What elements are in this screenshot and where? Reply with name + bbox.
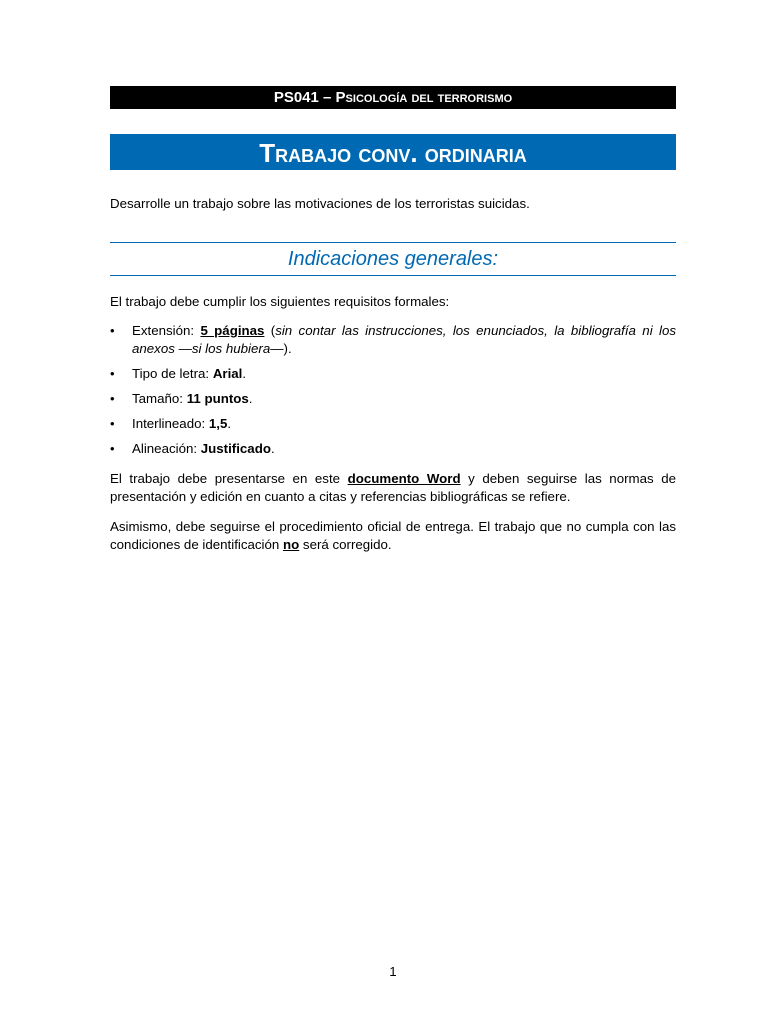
requirement-suffix: . [270, 440, 275, 456]
document-word-link: documento Word [347, 471, 461, 486]
requirement-value: Justificado [200, 440, 271, 456]
bullet-icon: • [110, 323, 115, 338]
requirement-label: Extensión: [132, 323, 201, 338]
list-item-alignment [110, 440, 676, 458]
requirements-list [110, 322, 676, 465]
requirement-label: Alineación: [132, 440, 201, 456]
bullet-icon: • [110, 440, 115, 456]
list-item-extension [110, 322, 676, 357]
paragraph-text: El trabajo debe presentarse en este [110, 471, 348, 486]
section-heading: Indicaciones generales: [110, 242, 676, 276]
course-title-bar: PS041 – Psicología del terrorismo [110, 86, 676, 109]
requirement-suffix: . [227, 415, 232, 431]
procedure-paragraph [110, 518, 676, 553]
requirement-value: Arial [212, 365, 243, 381]
bullet-icon: • [110, 390, 115, 406]
paragraph-text: Asimismo, debe seguirse el procedimiento oficial de entrega. El trabajo que no cumpla con las condiciones de identificación [110, 519, 676, 552]
list-item-spacing [110, 415, 676, 433]
bullet-icon: • [110, 365, 115, 381]
requirements-intro: El trabajo debe cumplir los siguientes requisitos formales: [110, 294, 450, 309]
requirement-note: sin contar las instrucciones, los enunciados, la bibliografía ni los anexos —si los hubiera— [132, 323, 676, 356]
list-item-font [110, 365, 676, 383]
requirement-value: 1,5 [208, 415, 228, 431]
requirement-paren-open: ( [264, 323, 276, 338]
requirement-value: 11 puntos [186, 390, 249, 406]
requirement-label: Interlineado: [132, 415, 209, 431]
emphasis-no: no [282, 536, 300, 552]
submission-paragraph [110, 470, 676, 505]
page-number: 1 [389, 964, 397, 979]
assignment-title: Trabajo conv. ordinaria [110, 134, 676, 170]
intro-paragraph: Desarrolle un trabajo sobre las motivaciones de los terroristas suicidas. [110, 196, 530, 211]
requirement-label: Tamaño: [132, 390, 187, 406]
requirement-paren-close: ). [283, 340, 292, 356]
requirement-label: Tipo de letra: [132, 365, 213, 381]
paragraph-text: y deben seguirse las normas de presentación y edición en cuanto a citas y referencias bibliográficas se refiere. [110, 471, 676, 504]
bullet-icon: • [110, 415, 115, 431]
paragraph-text: será corregido. [299, 536, 392, 552]
requirement-suffix: . [242, 365, 247, 381]
list-item-size [110, 390, 676, 408]
requirement-value: 5 páginas [200, 323, 265, 338]
requirement-suffix: . [248, 390, 253, 406]
